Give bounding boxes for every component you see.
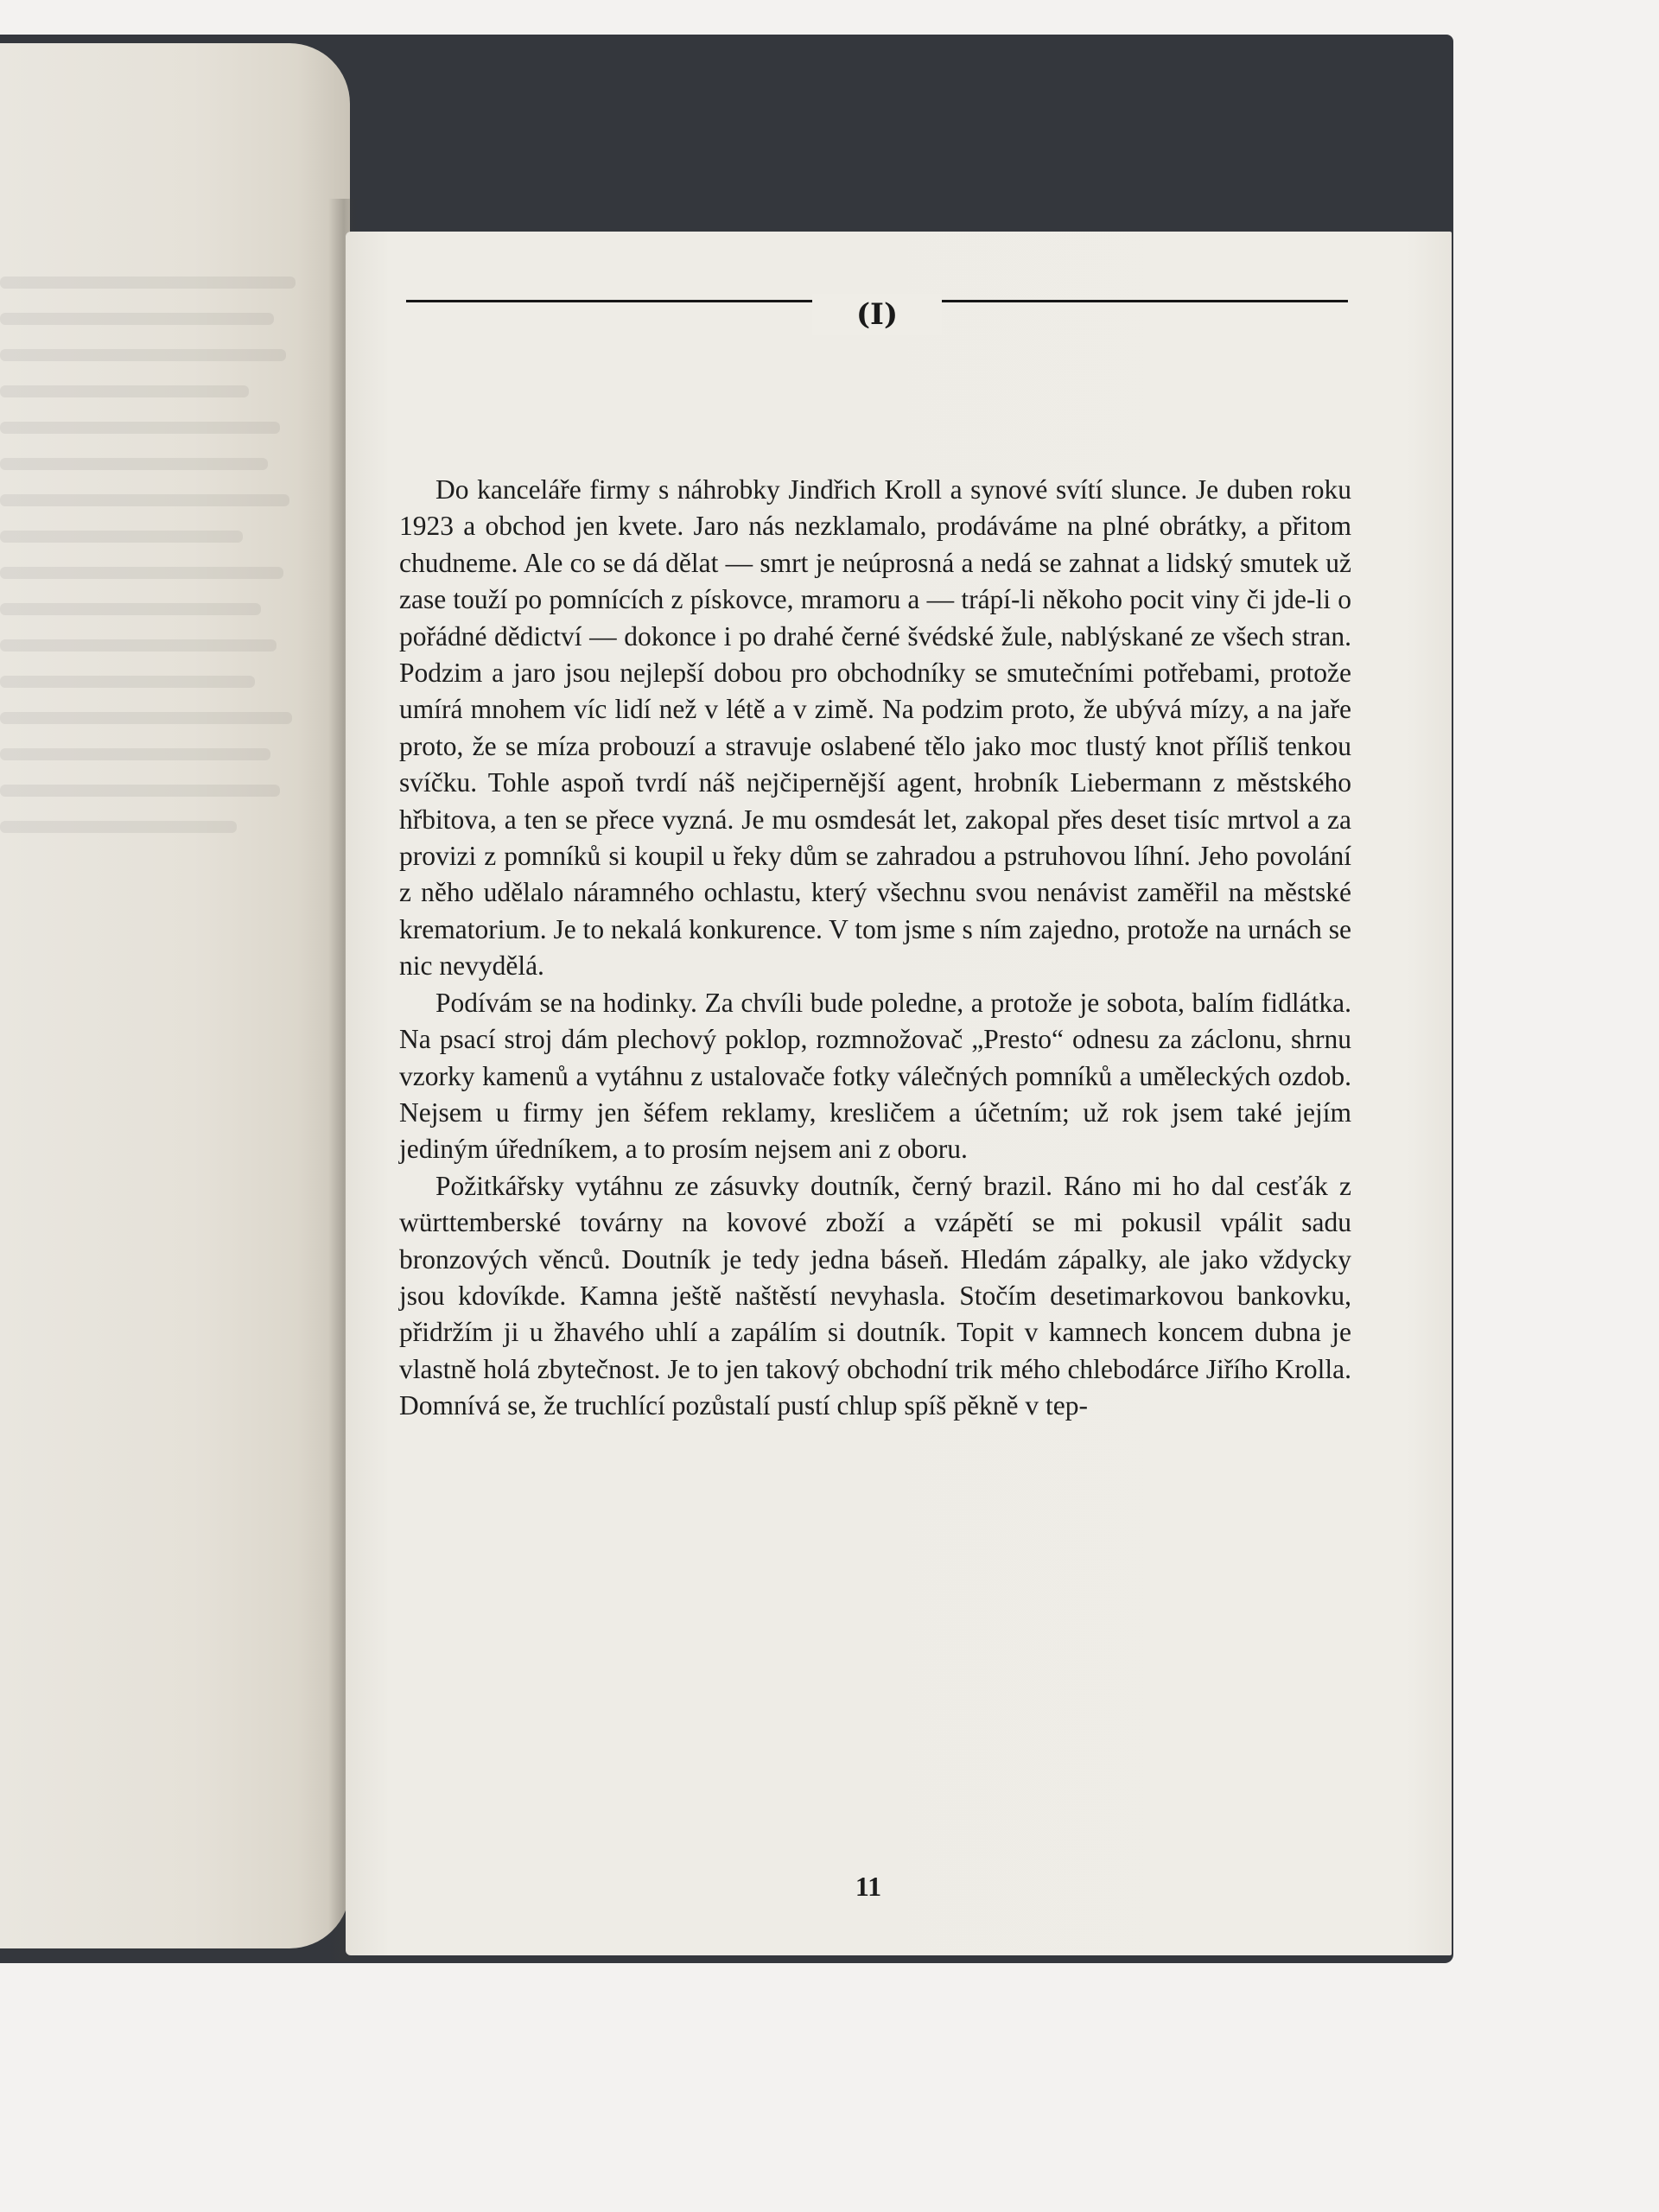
left-page-show-through: [0, 276, 311, 968]
paragraph: Do kanceláře firmy s náhrobky Jindřich Kroll a synové svítí slunce. Je duben roku 1923 a obchod jen kvete. Jaro nás nezklamalo, prodáváme na plné obrátky, a přitom chudneme. Ale co se dá dělat — smrt je neúprosná a nedá se zahnat a lidský smutek už zase touží po pomnících z pískovce, mramoru a — trápí-li někoho pocit viny či jde-li o pořádné dědictví — dokonce i po drahé černé švédské žule, nablýskané ze všech stran. Podzim a jaro jsou nejlepší dobou pro obchodníky se smutečními potřebami, protože umírá mnohem víc lidí než v létě a v zimě. Na podzim proto, že ubývá mízy, a na jaře proto, že se míza probouzí a stravuje oslabené tělo jako moc tlustý knot příliš tenkou svíčku. Tohle aspoň tvrdí náš nejčipernější agent, hrobník Liebermann z městského hřbitova, a ten se přece vyzná. Je mu osmdesát let, zakopal přes deset tisíc mrtvol a za provizi z pomníků si koupil u řeky dům se zahradou a pstruhovou líhní. Jeho povolání z něho udělalo náramného ochlastu, který všechnu svou nenávist zaměřil na městské krematorium. Je to nekalá konkurence. V tom jsme s ním zajedno, protože na urnách se nic nevydělá.: [399, 474, 1351, 982]
paragraph: Požitkářsky vytáhnu ze zásuvky doutník, černý brazil. Ráno mi ho dal cesťák z württemberské továrny na kovové zboží a vzápětí se mi pokusil vpálit sadu bronzových věnců. Doutník je tedy jedna báseň. Hledám zápalky, ale jako vždycky jsou kdovíkde. Kamna ještě naštěstí nevyhasla. Stočím desetimarkovou bankovku, přidržím ji u žhavého uhlí a zapálím si doutník. Topit v kamnech koncem dubna je vlastně holá zbytečnost. Je to jen takový obchodní trik mého chlebodárce Jiřího Krolla. Domnívá se, že truchlící pozůstalí pustí chlup spíš pěkně v tep-: [399, 1170, 1351, 1421]
page-number: 11: [855, 1871, 882, 1902]
chapter-heading: (I): [812, 294, 942, 335]
paragraph: Podívám se na hodinky. Za chvíli bude poledne, a protože je sobota, balím fidlátka. Na psací stroj dám plechový poklop, rozmnožovač „Presto“ odnesu za záclonu, shrnu vzorky kamenů a vytáhnu z ustalovače fotky válečných pomníků a uměleckých ozdob. Nejsem u firmy jen šéfem reklamy, kresličem a účetním; už rok jsem také jejím jediným úředníkem, a to prosím nejsem ani z oboru.: [399, 987, 1351, 1165]
page-body: [399, 472, 1351, 1425]
